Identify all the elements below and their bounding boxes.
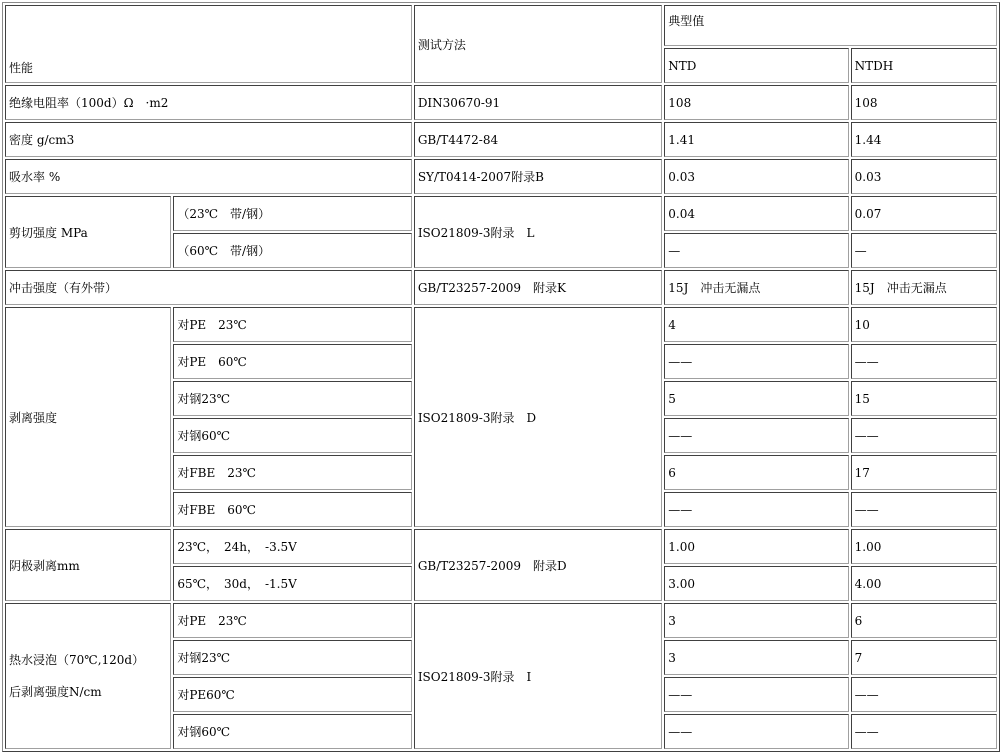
peel-ntdh: 15 [851, 381, 997, 416]
peel-ntd: —— [664, 492, 848, 527]
header-method: 测试方法 [414, 5, 662, 83]
peel-method: ISO21809-3附录 D [414, 307, 662, 527]
water-absorption-ntdh: 0.03 [851, 159, 997, 194]
table-row [5, 270, 997, 305]
water-absorption-label: 吸水率 % [5, 159, 412, 194]
table-row [5, 85, 997, 120]
impact-ntd: 15J 冲击无漏点 [664, 270, 848, 305]
hot-water-ntdh: 6 [851, 603, 997, 638]
cathodic-ntdh: 4.00 [851, 566, 997, 601]
header-ntd: NTD [664, 48, 848, 83]
hot-water-label-line1: 热水浸泡（70℃,120d） [9, 653, 145, 667]
peel-condition: 对钢60℃ [173, 418, 411, 453]
water-absorption-method: SY/T0414-2007附录B [414, 159, 662, 194]
shear-ntdh: — [851, 233, 997, 268]
hot-water-ntdh: —— [851, 677, 997, 712]
impact-label: 冲击强度（有外带） [5, 270, 412, 305]
hot-water-ntdh: —— [851, 714, 997, 749]
insulation-method: DIN30670-91 [414, 85, 662, 120]
peel-ntdh: 10 [851, 307, 997, 342]
hot-water-condition: 对钢60℃ [173, 714, 411, 749]
header-ntdh: NTDH [851, 48, 997, 83]
header-property: 性能 [5, 5, 412, 83]
table-row [5, 196, 997, 231]
header-row-1 [5, 5, 997, 46]
peel-condition: 对FBE 23℃ [173, 455, 411, 490]
peel-condition: 对PE 23℃ [173, 307, 411, 342]
shear-label: 剪切强度 MPa [5, 196, 171, 268]
cathodic-method: GB/T23257-2009 附录D [414, 529, 662, 601]
cathodic-condition: 65℃， 30d， -1.5V [173, 566, 411, 601]
peel-ntd: 5 [664, 381, 848, 416]
table-row [5, 603, 997, 638]
density-method: GB/T4472-84 [414, 122, 662, 157]
peel-ntd: —— [664, 344, 848, 379]
peel-ntdh: —— [851, 492, 997, 527]
shear-condition: （60℃ 带/钢） [173, 233, 411, 268]
peel-label: 剥离强度 [5, 307, 171, 527]
hot-water-condition: 对PE 23℃ [173, 603, 411, 638]
hot-water-label [5, 603, 171, 749]
peel-ntdh: 17 [851, 455, 997, 490]
shear-ntdh: 0.07 [851, 196, 997, 231]
hot-water-ntd: —— [664, 714, 848, 749]
table-row [5, 529, 997, 564]
hot-water-method: ISO21809-3附录 I [414, 603, 662, 749]
peel-ntdh: —— [851, 344, 997, 379]
properties-table-wrapper [2, 2, 1000, 752]
peel-ntd: 6 [664, 455, 848, 490]
hot-water-condition: 对PE60℃ [173, 677, 411, 712]
peel-condition: 对钢23℃ [173, 381, 411, 416]
hot-water-condition: 对钢23℃ [173, 640, 411, 675]
insulation-ntd: 108 [664, 85, 848, 120]
cathodic-ntd: 3.00 [664, 566, 848, 601]
hot-water-ntdh: 7 [851, 640, 997, 675]
shear-method: ISO21809-3附录 L [414, 196, 662, 268]
density-ntd: 1.41 [664, 122, 848, 157]
insulation-ntdh: 108 [851, 85, 997, 120]
peel-condition: 对PE 60℃ [173, 344, 411, 379]
shear-condition: （23℃ 带/钢） [173, 196, 411, 231]
cathodic-ntd: 1.00 [664, 529, 848, 564]
hot-water-ntd: 3 [664, 640, 848, 675]
density-ntdh: 1.44 [851, 122, 997, 157]
insulation-label: 绝缘电阻率（100d）Ω ·m2 [5, 85, 412, 120]
hot-water-ntd: —— [664, 677, 848, 712]
hot-water-ntd: 3 [664, 603, 848, 638]
shear-ntd: 0.04 [664, 196, 848, 231]
table-row [5, 307, 997, 342]
peel-ntd: —— [664, 418, 848, 453]
water-absorption-ntd: 0.03 [664, 159, 848, 194]
peel-ntdh: —— [851, 418, 997, 453]
cathodic-condition: 23℃， 24h， -3.5V [173, 529, 411, 564]
density-label: 密度 g/cm3 [5, 122, 412, 157]
hot-water-label-line2: 后剥离强度N/cm [9, 685, 102, 699]
properties-table [2, 2, 1000, 752]
table-row [5, 122, 997, 157]
impact-method: GB/T23257-2009 附录K [414, 270, 662, 305]
impact-ntdh: 15J 冲击无漏点 [851, 270, 997, 305]
header-typical: 典型值 [664, 5, 997, 46]
peel-condition: 对FBE 60℃ [173, 492, 411, 527]
peel-ntd: 4 [664, 307, 848, 342]
shear-ntd: — [664, 233, 848, 268]
cathodic-ntdh: 1.00 [851, 529, 997, 564]
table-row [5, 159, 997, 194]
cathodic-label: 阴极剥离mm [5, 529, 171, 601]
